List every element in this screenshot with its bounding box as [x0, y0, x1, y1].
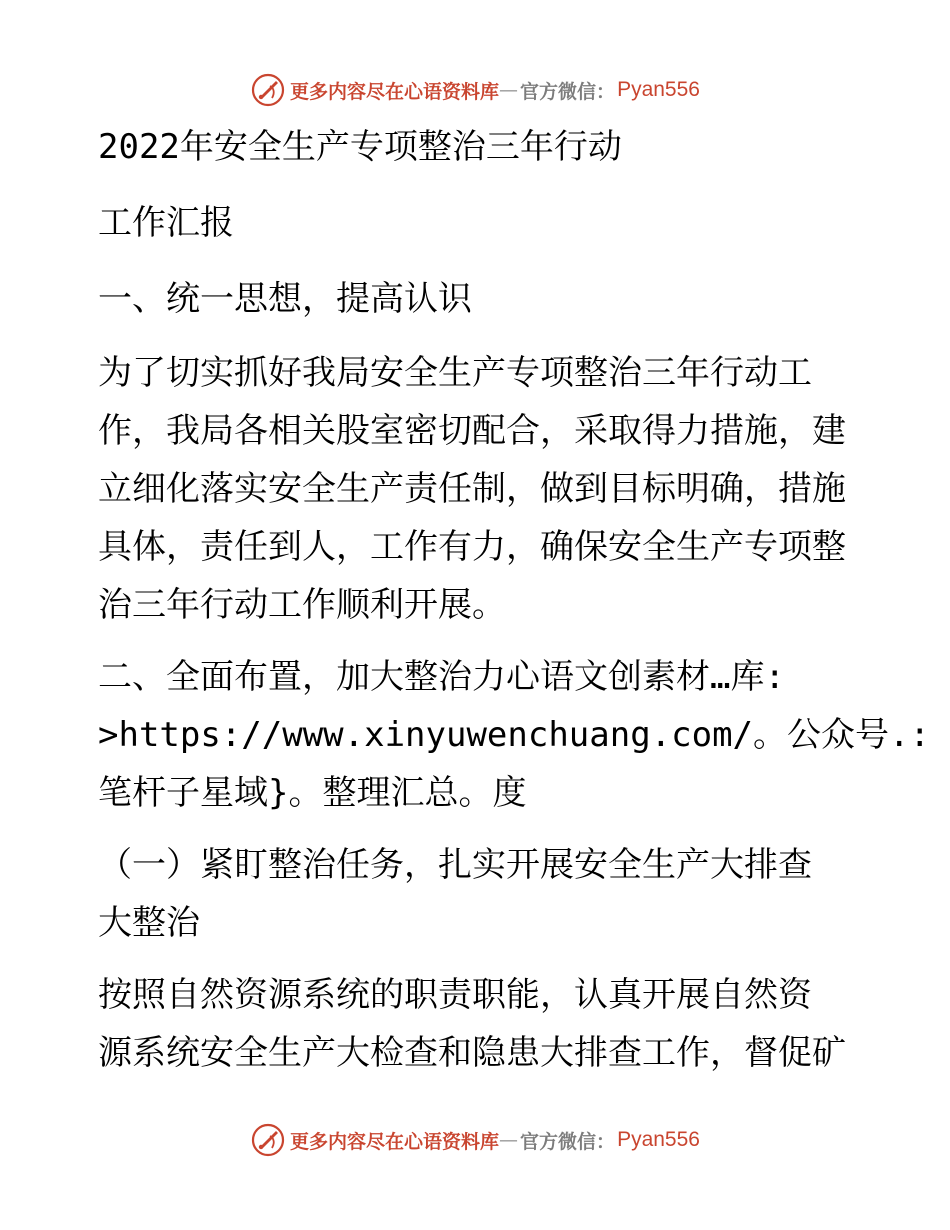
paragraph-line: 源系统安全生产大检查和隐患大排查工作，督促矿 [98, 1033, 846, 1073]
paragraph-line: 按照自然资源系统的职责职能，认真开展自然资 [98, 975, 812, 1015]
paragraph-line: 为了切实抓好我局安全生产专项整治三年行动工 [98, 353, 812, 393]
paragraph-line: 笔杆子星域}。整理汇总。度 [98, 773, 527, 813]
banner-dash: — [499, 79, 519, 101]
banner-brand-text: 更多内容尽在心语资料库 [290, 1130, 500, 1153]
banner-contact-id: Pyan556 [617, 1128, 700, 1151]
watermark-banner-bottom [0, 1118, 950, 1162]
banner-contact-label: 官方微信： [520, 1130, 616, 1153]
paragraph-line: 立细化落实安全生产责任制，做到目标明确，措施 [98, 469, 846, 509]
quill-logo-icon [250, 1122, 286, 1158]
document-title: 2022年安全生产专项整治三年行动 [98, 127, 622, 167]
section-heading-2: 二、全面布置，加大整治力心语文创素材…库: [98, 657, 785, 697]
subsection-heading-1: （一）紧盯整治任务，扎实开展安全生产大排查 [98, 845, 812, 885]
document-subtitle: 工作汇报 [98, 203, 234, 243]
banner-dash: — [499, 1129, 519, 1151]
paragraph-line: 治三年行动工作顺利开展。 [98, 585, 506, 625]
document-body [98, 118, 930, 1082]
banner-contact-id: Pyan556 [617, 78, 700, 101]
paragraph-line: 大整治 [98, 903, 200, 943]
quill-logo-icon [250, 72, 286, 108]
banner-contact-label: 官方微信： [520, 80, 616, 103]
watermark-banner-top [0, 68, 950, 112]
paragraph-line: >https://www.xinyuwenchuang.com/。公众号.: [98, 715, 930, 755]
section-heading-1: 一、统一思想，提高认识 [98, 279, 472, 319]
paragraph-line: 作，我局各相关股室密切配合，采取得力措施，建 [98, 411, 846, 451]
banner-brand-text: 更多内容尽在心语资料库 [290, 80, 500, 103]
paragraph-line: 具体，责任到人，工作有力，确保安全生产专项整 [98, 527, 846, 567]
